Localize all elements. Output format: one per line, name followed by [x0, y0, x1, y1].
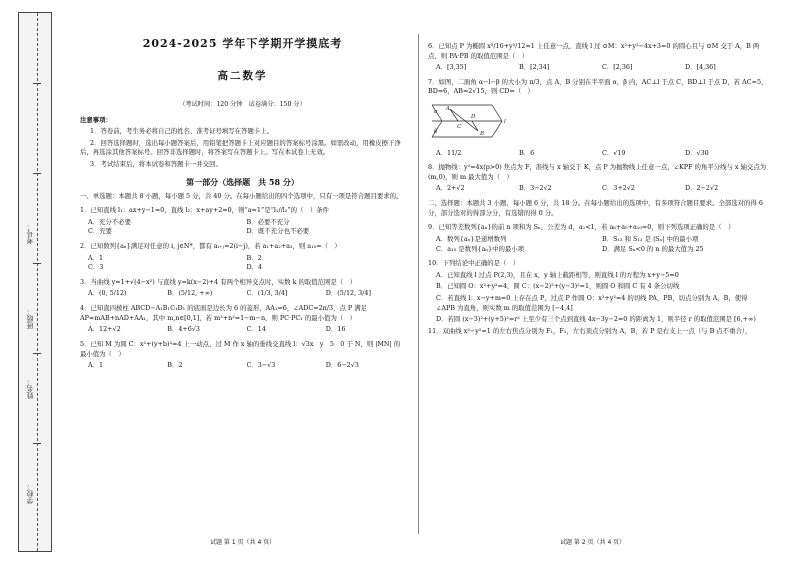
notice-item: 2．回答选择题时，选出每小题答案后，用铅笔把答题卡上对应题目的答案标号涂黑。如需改动，用橡皮擦干净后，再选涂其他答案标号。回答非选择题时，将答案写在答题卡上。写在本试卷上无效。	[80, 138, 401, 157]
option: C．14	[246, 325, 266, 334]
section-instructions: 二、选择题：本题共 3 小题，每小题 6 分，共 18 分。在每小题给出的选项中，有多项符合题目要求。全部选对的得 6 分，部分选对的得部分分，有选错的得 0 分。	[428, 199, 763, 217]
question-7	[428, 78, 768, 158]
option: C．a₁₅ 是数列{aₙ}中的最小项	[436, 244, 525, 253]
option: D．[4,36]	[685, 63, 716, 72]
option: B．必要不充分	[246, 217, 290, 226]
option: B．2	[167, 361, 183, 370]
option: A．1	[88, 253, 104, 262]
exam-subject: 高二数学	[217, 69, 268, 82]
label-c: C	[457, 124, 462, 131]
option: A．1	[88, 361, 104, 370]
section-instructions: 一、单选题：本题共 8 小题，每小题 5 分，共 40 分。在每小题给出的四个选项中，只有一项是符合题目要求的。	[80, 191, 403, 200]
question-4	[80, 304, 405, 335]
option: C．[2,36]	[602, 63, 633, 72]
label-l: l	[504, 119, 506, 126]
option: C．3+2√2	[602, 184, 635, 193]
dihedral-angle-figure	[430, 101, 510, 141]
question-10	[428, 259, 768, 325]
question-stem: 3．当曲线 y=1+√(4−x²) 与直线 y=k(x−2)+4 有两个相异交点时，实数 k 的取值范围是（ ）	[80, 277, 356, 286]
notice-item: 1．答卷前，考生务必将自己的姓名、准考证号填写在答题卡上。	[90, 127, 274, 136]
question-3	[80, 278, 405, 299]
option: A．12+√2	[88, 325, 121, 334]
right-column	[428, 42, 768, 338]
option: A．充分不必要	[88, 217, 131, 226]
option: D．2−2√2	[685, 184, 719, 193]
option: D．若圆 (x−3)²+(y+5)²=r² 上至少有三个点到直线 4x−3y−2=0 的距离为 1，则半径 r 的取值范围是 [6,+∞)	[436, 315, 756, 324]
school-label: 学校：	[26, 483, 34, 504]
column-divider	[418, 34, 419, 534]
label-d: D	[471, 114, 476, 121]
plane-edge	[492, 121, 502, 137]
question-stem: 10．下列结论中正确的是（ ）	[428, 259, 520, 268]
question-5	[80, 340, 405, 371]
segment-ac	[450, 109, 458, 121]
option: A．数列{aₙ}是递增数列	[436, 234, 507, 243]
option: B．(5/12, +∞)	[167, 289, 213, 298]
option: B．3−2√2	[519, 184, 552, 193]
option: C．充要	[88, 227, 113, 236]
question-stem: 7．如图，二面角 α−l−β 的大小为 π/3，点 A，B 分别在半平面 α，β 内，AC⊥l 于点 C，BD⊥l 于点 D，若 AC=5，BD=6，AB=2√15，则 CD=（ ）	[428, 77, 768, 96]
option: B．6	[519, 148, 535, 157]
question-8	[428, 163, 768, 194]
label-a: A	[446, 106, 450, 113]
notice-item: 3．考试结束后，将本试卷和答题卡一并交回。	[90, 159, 222, 168]
segment-ab	[450, 109, 478, 131]
option: A．[3,35]	[436, 63, 467, 72]
option: C．√19	[602, 148, 626, 157]
option: A．已知直线 l 过点 P(2,3)，且在 x，y 轴上截距相等，则直线 l 的方程为 x+y−5=0	[436, 270, 679, 279]
option: D．6−2√3	[325, 361, 359, 370]
binding-tick	[33, 263, 41, 264]
option: A．(0, 5/12)	[88, 289, 127, 298]
exam-title: 2024-2025 学年下学期开学摸底考	[142, 37, 343, 50]
part1-heading: 第一部分（选择题 共 58 分）	[186, 176, 299, 187]
option: D．满足 Sₙ<0 的 n 的最大值为 25	[602, 244, 704, 253]
label-b: B	[480, 131, 485, 138]
page-footer-right: 试题 第 2 页（共 4 页）	[560, 539, 626, 546]
binding-tick	[33, 173, 41, 174]
notice-block	[80, 116, 405, 170]
option: B．已知圆 O：x²+y²=4，圆 C：(x−2)²+(y−3)²=1，则圆 O 和圆 C 有 4 条公切线	[436, 282, 680, 291]
option: C．(1/3, 3/4]	[246, 289, 288, 298]
plane-edge	[492, 105, 502, 121]
option: C．3	[88, 263, 104, 272]
page-footer-left: 试题 第 1 页（共 4 页）	[210, 539, 276, 546]
option: D．(5/12, 3/4]	[325, 289, 371, 298]
option: D．既不充分也不必要	[246, 227, 310, 236]
name-label: 姓名：	[26, 378, 34, 399]
exam-meta: （考试时间：120 分钟 试卷满分：150 分）	[179, 101, 306, 109]
question-stem: 1．已知直线 l₁：ax+y−1=0，直线 l₂：x+ay+2=0，则“a=1”是“l₁//l₂”的（ ）条件	[80, 206, 330, 215]
option: B．S₁₂ 和 S₁₃ 是 |Sₙ| 中的最小项	[602, 234, 699, 243]
question-stem: 5．已知 M 为圆 C：x²+(y+b)²=4 上一动点，过 M 作 x 轴的垂线交直线 l：√3x y 5 0 于 N，则 |MN| 的最小值为（ ）	[80, 339, 401, 358]
option: A．2+√2	[436, 184, 465, 193]
binding-tick	[33, 353, 41, 354]
question-stem: 4．已知直四棱柱 ABCD−A₁B₁C₁D₁ 的底面是边长为 6 的菱形，AA₁=6，∠ADC=2π/3，点 P 满足 AP=mAB+nAD+AA₁，其中 m,n∈[0,1]，若 m²+n²=1−m−n，则 PC·PC₁ 的最小值为（ ）	[80, 304, 368, 322]
question-2	[80, 242, 405, 273]
label-beta: β	[434, 129, 438, 136]
label-alpha: α	[434, 109, 438, 116]
option: C．3−√3	[246, 361, 276, 370]
question-stem: 9．已知等差数列{aₙ}的前 n 项和为 Sₙ，公差为 d，a₁<1，若 a₆+a₉+a₁₀=0，则下列选项正确的是（ ）	[428, 223, 735, 232]
question-stem: 11．双曲线 x²−y²=1 的左右焦点分别为 F₁，F₂，左右顶点分别为 A，B，若 P 是右支上一点（与 B 点不重合），	[428, 326, 752, 335]
exam-id-label: 考号：	[26, 223, 34, 244]
option: B．2	[246, 253, 262, 262]
segment-bd	[472, 121, 478, 131]
binding-tick	[33, 443, 41, 444]
question-stem: 2．已知数列{aₙ}满足对任意的 i, j∈N*，都有 aᵢ₊ⱼ=2(i−j)，若 a₁+a₂+a₃，则 a₁₀=（ ）	[80, 242, 341, 251]
option: D．16	[325, 325, 346, 334]
question-1	[80, 206, 405, 237]
notice-heading: 注意事项：	[80, 115, 112, 124]
left-column	[80, 36, 405, 376]
option: D．4	[246, 263, 263, 272]
question-stem: 6．已知点 P 为椭圆 x²/16+y²/12=1 上任意一点，直线 l 过 ⊙M：x²+y²−4x+3=0 的圆心且与 ⊙M 交于 A，B 两点，则 PA·PB 的取值范围是（ ）	[428, 42, 760, 60]
option: B．[2,34]	[519, 63, 550, 72]
option: B．4+6√3	[167, 325, 200, 334]
question-9	[428, 223, 768, 254]
question-stem: 8．抛物线：y²=4x(p>0) 焦点为 F，准线与 x 轴交于 K，点 P 为抛物线上任意一点，∠KPF 的角平分线与 x 轴交点为 (m,0)，则 m 最大值为（ ）	[428, 163, 767, 181]
option: A．11/2	[436, 148, 462, 157]
option: D．√30	[685, 148, 709, 157]
binding-tick	[33, 83, 41, 84]
class-label: 班级：	[26, 308, 34, 329]
binding-sidebar	[18, 12, 52, 552]
question-11	[428, 327, 768, 337]
option: C．若直线 l：x−y+m=0 上存在点 P，过点 P 作圆 O：x²+y²=4 的切线 PA，PB，切点分别为 A，B，使得 ∠APB 为直角，则实数 m 的取值范围为 [−4,4]	[436, 293, 748, 312]
binding-line	[37, 13, 38, 551]
question-6	[428, 42, 768, 73]
